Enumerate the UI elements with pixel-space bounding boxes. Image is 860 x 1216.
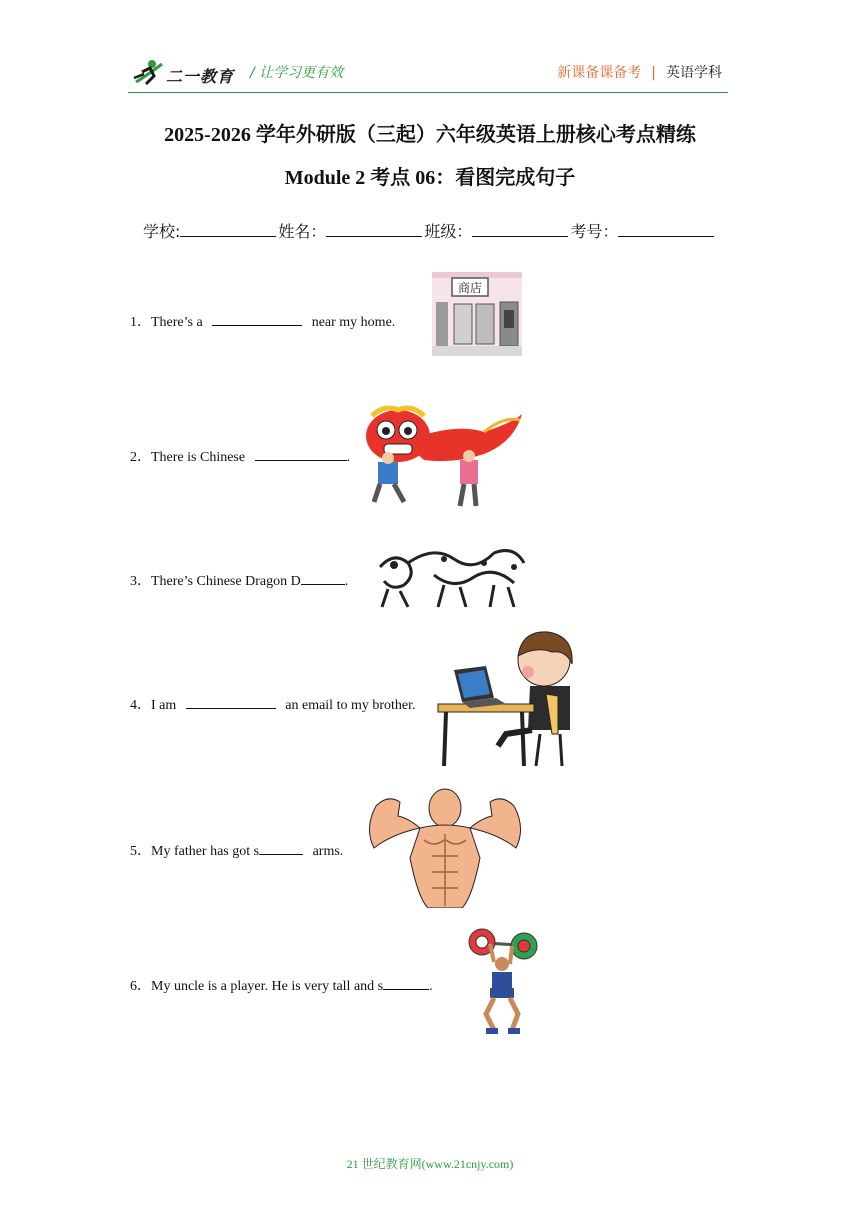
page-subtitle: Module 2 考点 06：看图完成句子 (284, 167, 576, 189)
answer-blank[interactable] (383, 977, 429, 990)
question-2 (130, 446, 350, 466)
exam-number-blank[interactable] (618, 220, 714, 237)
answer-blank[interactable] (301, 572, 345, 585)
answer-blank[interactable] (212, 313, 302, 326)
logo (132, 58, 240, 88)
runner-logo-icon (132, 58, 168, 88)
question-text-end: . (344, 574, 349, 589)
student-info-row (143, 219, 716, 242)
page-footer: 21 世纪教育网(www.21cnjy.com) (346, 1157, 514, 1171)
muscle-man-picture (362, 788, 528, 908)
question-text-end: . (346, 450, 351, 465)
exam-number-label: 考号： (570, 222, 619, 241)
shop-sign-text: 商店 (457, 281, 483, 295)
name-blank[interactable] (326, 220, 422, 237)
school-blank[interactable] (180, 220, 276, 237)
shop-picture (432, 272, 522, 356)
question-text: There is Chinese (151, 450, 249, 465)
answer-blank[interactable] (255, 448, 347, 461)
question-text: There’s a (151, 315, 207, 330)
name-label: 姓名： (278, 222, 327, 241)
question-number: 3． (130, 574, 151, 589)
weightlifter-picture (466, 926, 538, 1038)
dragon-dance-picture (374, 545, 528, 611)
answer-blank[interactable] (186, 696, 276, 709)
question-3 (130, 570, 348, 590)
header-label: 新课备课备考 (557, 65, 642, 81)
school-field (143, 219, 278, 242)
question-1 (130, 311, 395, 331)
answer-blank[interactable] (259, 842, 303, 855)
class-field (424, 219, 570, 242)
lion-dance-picture (364, 402, 524, 512)
question-text-end: . (429, 979, 433, 994)
question-text: I am (151, 698, 180, 713)
question-number: 1． (130, 315, 151, 330)
school-label: 学校: (143, 222, 181, 241)
header-right (557, 62, 722, 82)
header-divider (128, 92, 728, 93)
header-slogan: / 让学习更有效 (250, 65, 344, 81)
question-text: There’s Chinese Dragon D (151, 574, 301, 589)
question-number: 6． (130, 979, 151, 994)
question-text-end: an email to my brother. (281, 698, 416, 713)
logo-text: 二一教育 (166, 67, 235, 86)
boy-computer-picture (436, 630, 578, 770)
question-text-end: arms. (309, 844, 344, 859)
class-label: 班级： (424, 222, 473, 241)
question-number: 2． (130, 450, 151, 465)
question-text: My father has got s (151, 844, 260, 859)
question-text-end: near my home. (308, 315, 396, 330)
page-title: 2025-2026 学年外研版（三起）六年级英语上册核心考点精练 (164, 124, 696, 146)
question-text: My uncle is a player. He is very tall and s (151, 979, 384, 994)
header-subject: 英语学科 (666, 65, 722, 81)
name-field (278, 219, 424, 242)
question-6 (130, 975, 433, 995)
header-separator: | (651, 65, 656, 81)
question-5 (130, 840, 343, 860)
exam-number-field (570, 219, 716, 242)
question-number: 4． (130, 698, 151, 713)
question-number: 5． (130, 844, 151, 859)
question-4 (130, 694, 416, 714)
class-blank[interactable] (472, 220, 568, 237)
